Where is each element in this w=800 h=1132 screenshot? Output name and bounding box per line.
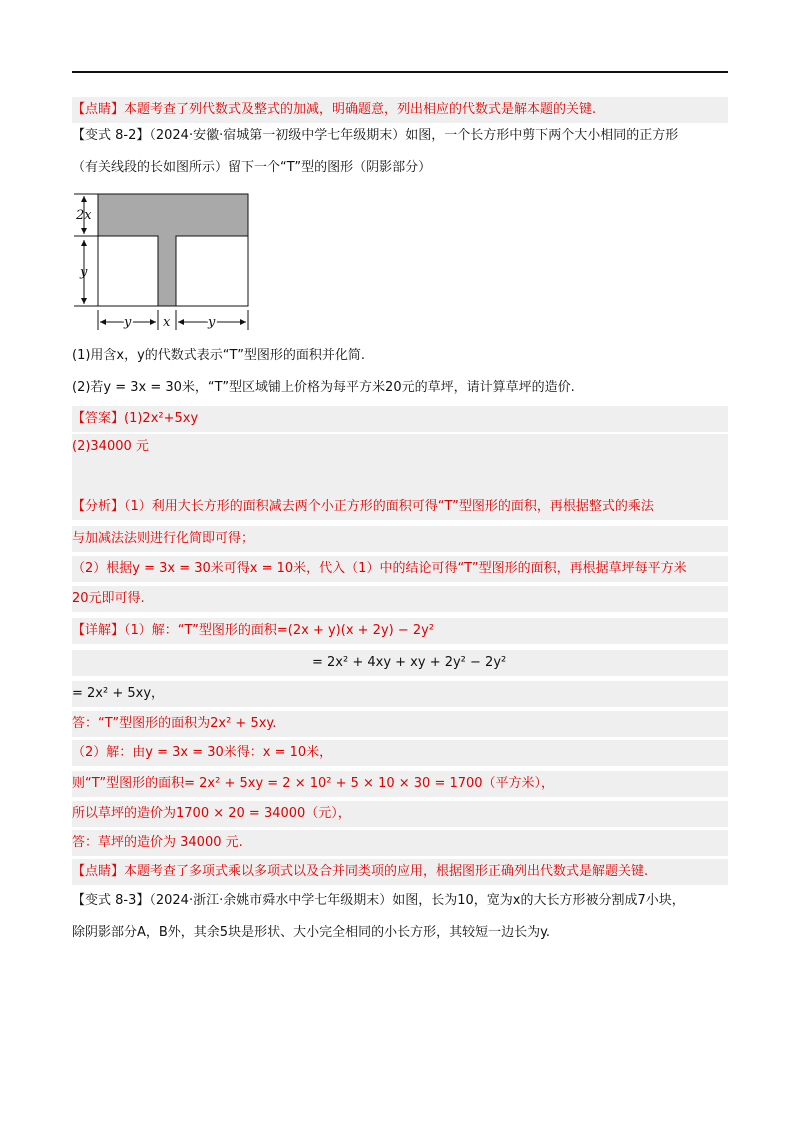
detail-line-1: 【详解】（1）解：“T”型图形的面积=(2x + y)(x + 2y) − 2y² [72,618,728,644]
analysis-line-4: 20元即可得. [72,586,728,612]
variant-8-3-line-2: 除阴影部分A，B外，其余5块是形状、大小完全相同的小长方形，其较短一边长为y. [72,925,551,940]
variant-8-2-line-2: （有关线段的长如图所示）留下一个“T”型的图形（阴影部分） [72,160,432,175]
detail-line-2: = 2x² + 4xy + xy + 2y² − 2y² [72,650,728,676]
detail-line-3: = 2x² + 5xy， [72,681,728,707]
label-bottom-y-right: y [208,315,216,330]
label-2x: 2x [76,208,92,223]
detail-line-5: （2）解：由y = 3x = 30米得：x = 10米， [72,740,728,766]
analysis-line-2: 与加减法法则进行化简即可得； [72,526,728,552]
header-rule [72,71,728,73]
variant-8-3-line-1: 【变式 8-3】（2024·浙江·余姚市舜水中学七年级期末）如图，长为10，宽为x的大长方形被分割成7小块， [72,893,685,908]
detail-line-7: 所以草坪的造价为1700 × 20 = 34000（元）， [72,801,728,827]
detail-line-4: 答：“T”型图形的面积为2x² + 5xy. [72,711,728,737]
answer-label: 【答案】 [72,411,125,426]
analysis-line-1: 【分析】（1）利用大长方形的面积减去两个小正方形的面积可得“T”型图形的面积，再根据整式的乘法 [72,494,728,520]
detail-line-6: 则“T”型图形的面积= 2x² + 5xy = 2 × 10² + 5 × 10 × 30 = 1700（平方米）， [72,771,728,797]
review-note-1: 【点睛】本题考查了列代数式及整式的加减，明确题意，列出相应的代数式是解本题的关键. [72,97,728,123]
detail-line-8: 答：草坪的造价为 34000 元. [72,830,728,856]
question-1: (1)用含x，y的代数式表示“T”型图形的面积并化简. [72,348,366,363]
variant-8-2-line-1: 【变式 8-2】（2024·安徽·宿城第一初级中学七年级期末）如图，一个长方形中剪下两个大小相同的正方形 [72,128,679,143]
label-bottom-y-left: y [124,315,132,330]
question-2: (2)若y = 3x = 30米，“T”型区域铺上价格为每平方米20元的草坪，请计算草坪的造价. [72,380,575,395]
t-shape-figure [72,188,262,333]
analysis-line-3: （2）根据y = 3x = 30米可得x = 10米，代入（1）中的结论可得“T”型图形的面积，再根据草坪每平方米 [72,556,728,582]
answer-line-1 [72,406,728,432]
answer-part-1: (1)2x²+5xy [124,411,199,426]
label-side-y: y [80,265,88,280]
label-bottom-x: x [163,315,171,330]
shaded-gap [72,460,728,496]
review-note-2: 【点睛】本题考查了多项式乘以多项式以及合并同类项的应用，根据图形正确列出代数式是解题关键. [72,859,728,885]
t-shaded-region [98,194,248,306]
answer-line-2: (2)34000 元 [72,434,728,460]
